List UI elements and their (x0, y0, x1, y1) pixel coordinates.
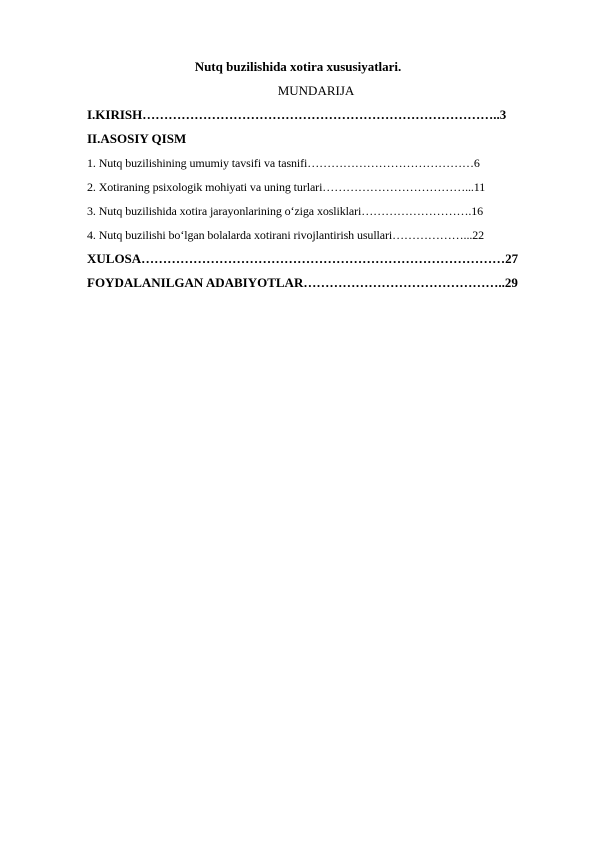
toc-entry-kirish: I.KIRISH………………………………………………………………………..3 (87, 107, 507, 122)
toc-entry-chapter-1: 1. Nutq buzilishining umumiy tavsifi va tasnifi……………………………………6 (87, 156, 480, 170)
toc-entry-xulosa: XULOSA…………………………………………………………………………27 (87, 251, 519, 266)
toc-entry-adabiyotlar: FOYDALANILGAN ADABIYOTLAR………………………………………..29 (87, 275, 518, 290)
toc-entry-asosiy-qism: II.ASOSIY QISM (87, 131, 187, 146)
document-title: Nutq buzilishida xotira xususiyatlari. (194, 59, 402, 74)
toc-entry-chapter-3: 3. Nutq buzilishida xotira jarayonlarining o‘ziga xosliklari……………………….16 (87, 204, 484, 218)
toc-entry-chapter-4: 4. Nutq buzilishi bo‘lgan bolalarda xotirani rivojlantirish usullari………………...22 (87, 228, 485, 242)
toc-entry-chapter-2: 2. Xotiraning psixologik mohiyati va uning turlari………………………………...11 (87, 180, 486, 194)
toc-heading: MUNDARIJA (277, 83, 355, 98)
